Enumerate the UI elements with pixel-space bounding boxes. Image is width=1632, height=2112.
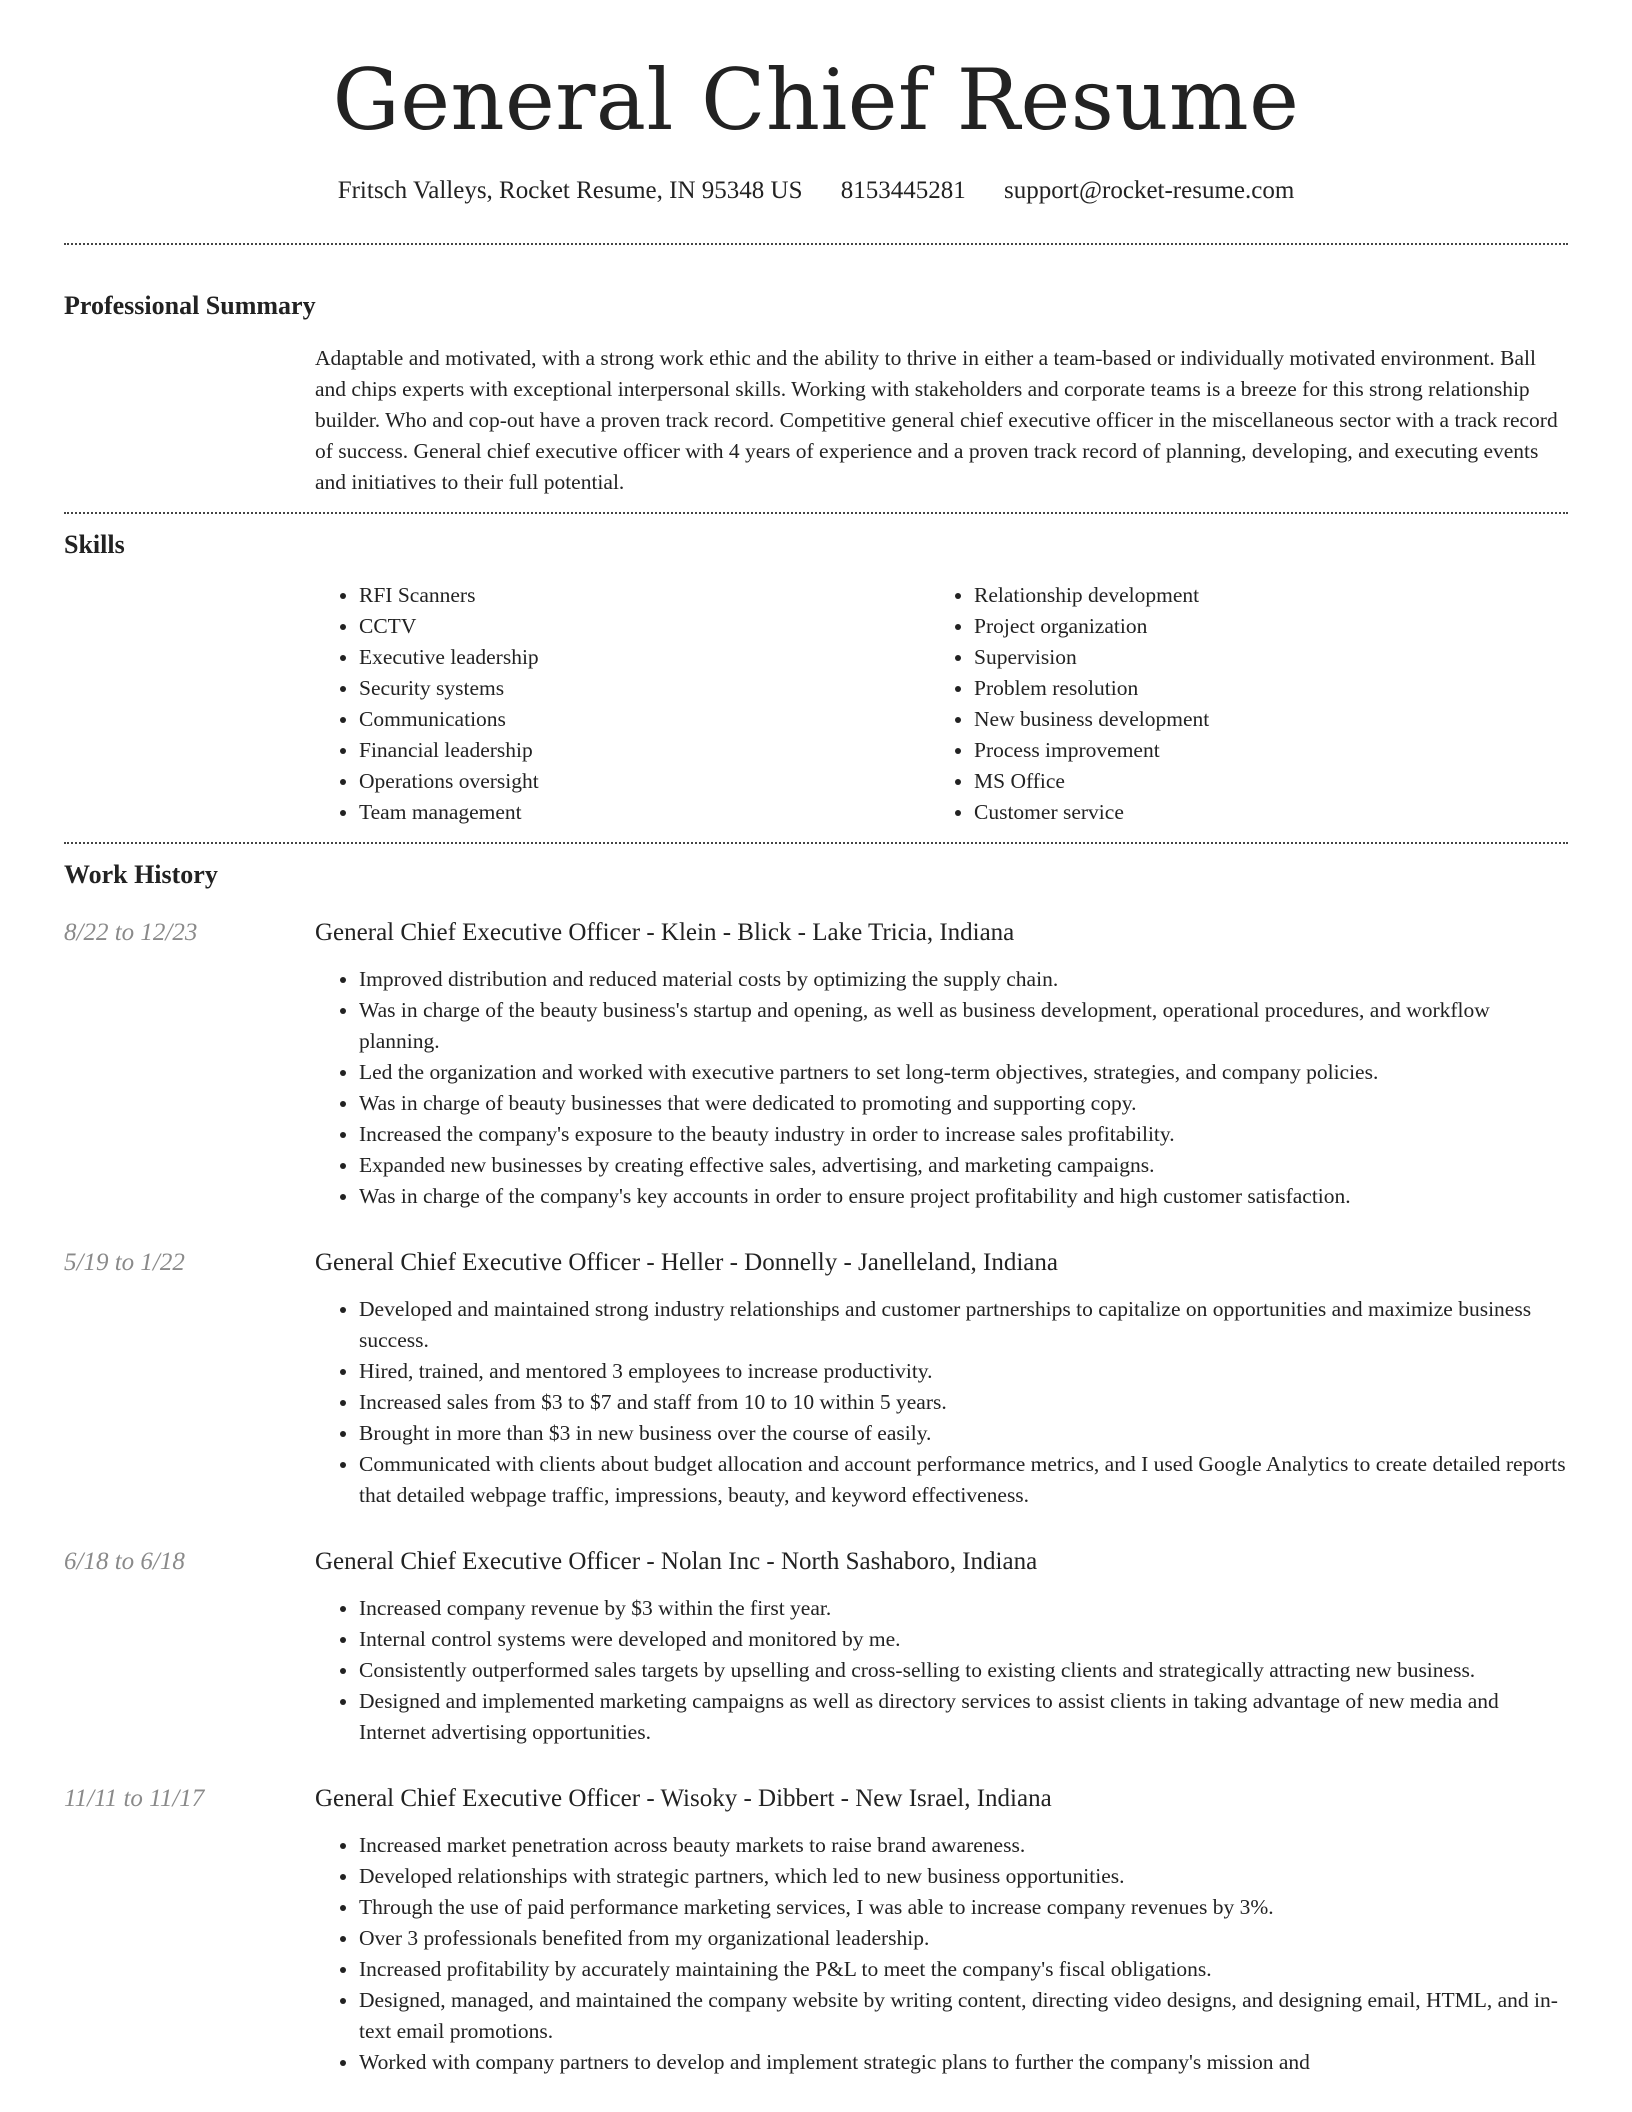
job-title: General Chief Executive Officer - Nolan Inc - North Sashaboro, Indiana [315, 1547, 1038, 1575]
skill-item: • Project organization [974, 611, 1545, 642]
skill-item: • Executive leadership [359, 642, 930, 673]
contact-email: support@rocket-resume.com [1004, 176, 1295, 204]
job-bullets [315, 1294, 1568, 1511]
summary-heading: Professional Summary [64, 291, 316, 321]
skill-item: • Team management [359, 797, 930, 828]
job-bullet: • Designed and implemented marketing campaigns as well as directory services to assist clients in taking advantage of new media and Internet advertising opportunities. [359, 1686, 1568, 1748]
summary-divider [64, 512, 1568, 514]
job-bullet: • Over 3 professionals benefited from my organizational leadership. [359, 1923, 1568, 1954]
job-bullet: • Developed and maintained strong industry relationships and customer partnerships to capitalize on opportunities and maximize business success. [359, 1294, 1568, 1356]
job-bullet: • Was in charge of the company's key accounts in order to ensure project profitability and high customer satisfaction. [359, 1181, 1568, 1212]
job-entry [64, 1246, 1568, 1511]
job-bullet: • Led the organization and worked with executive partners to set long-term objectives, strategies, and company policies. [359, 1057, 1568, 1088]
skill-item: • MS Office [974, 766, 1545, 797]
skill-item: • Process improvement [974, 735, 1545, 766]
job-title: General Chief Executive Officer - Klein - Blick - Lake Tricia, Indiana [315, 918, 1015, 946]
job-bullet: • Increased profitability by accurately maintaining the P&L to meet the company's fiscal obligations. [359, 1954, 1568, 1985]
job-bullet: • Designed, managed, and maintained the company website by writing content, directing video designs, and designing email, HTML, and in-text email promotions. [359, 1985, 1568, 2047]
job-bullet: • Developed relationships with strategic partners, which led to new business opportunities. [359, 1861, 1568, 1892]
skills-column-right [930, 580, 1545, 828]
skill-item: • CCTV [359, 611, 930, 642]
job-bullet: • Internal control systems were developed and monitored by me. [359, 1624, 1568, 1655]
work-history-heading: Work History [64, 859, 218, 889]
skills-heading: Skills [64, 530, 125, 560]
skill-item: • Communications [359, 704, 930, 735]
job-entry [64, 1545, 1568, 1748]
job-bullet: • Brought in more than $3 in new business over the course of easily. [359, 1418, 1568, 1449]
skill-item: • Relationship development [974, 580, 1545, 611]
job-bullet: • Was in charge of the beauty business's startup and opening, as well as business development, operational procedures, and workflow planning. [359, 995, 1568, 1057]
job-entry [64, 1782, 1568, 2078]
job-bullet: • Worked with company partners to develop and implement strategic plans to further the company's mission and [359, 2047, 1568, 2078]
job-dates: 6/18 to 6/18 [64, 1547, 185, 1575]
contact-phone: 8153445281 [840, 176, 966, 204]
job-dates: 5/19 to 1/22 [64, 1248, 185, 1276]
job-bullet: • Increased the company's exposure to the beauty industry in order to increase sales profitability. [359, 1119, 1568, 1150]
skill-item: • Financial leadership [359, 735, 930, 766]
job-dates: 8/22 to 12/23 [64, 918, 198, 946]
contact-line [64, 175, 1568, 208]
contact-address: Fritsch Valleys, Rocket Resume, IN 95348 US [337, 176, 803, 204]
job-bullet: • Increased sales from $3 to $7 and staff from 10 to 10 within 5 years. [359, 1387, 1568, 1418]
skills-column-left [315, 580, 930, 828]
job-title: General Chief Executive Officer - Heller - Donnelly - Janelleland, Indiana [315, 1248, 1058, 1276]
skills-grid [315, 580, 1568, 842]
job-bullet: • Consistently outperformed sales targets by upselling and cross-selling to existing clients and strategically attracting new business. [359, 1655, 1568, 1686]
skill-item: • RFI Scanners [359, 580, 930, 611]
job-bullet: • Communicated with clients about budget allocation and account performance metrics, and I used Google Analytics to create detailed reports that detailed webpage traffic, impressions, beauty, and keyword effectiveness. [359, 1449, 1568, 1511]
skill-item: • Customer service [974, 797, 1545, 828]
job-bullets [315, 1593, 1568, 1748]
job-bullet: • Increased company revenue by $3 within the first year. [359, 1593, 1568, 1624]
job-bullet: • Improved distribution and reduced material costs by optimizing the supply chain. [359, 964, 1568, 995]
job-bullet: • Increased market penetration across beauty markets to raise brand awareness. [359, 1830, 1568, 1861]
skill-item: • Operations oversight [359, 766, 930, 797]
skill-item: • New business development [974, 704, 1545, 735]
job-bullet: • Was in charge of beauty businesses that were dedicated to promoting and supporting copy. [359, 1088, 1568, 1119]
skill-item: • Security systems [359, 673, 930, 704]
job-bullets [315, 1830, 1568, 2078]
summary-text: Adaptable and motivated, with a strong work ethic and the ability to thrive in either a team-based or individually motivated environment. Ball and chips experts with exceptional interpersonal skills. Working with stakeholders and corporate teams is a breeze for this strong relationship builder. Who and cop-out have a proven track record. Competitive general chief executive officer in the miscellaneous sector with a track record of success. General chief executive officer with 4 years of experience and a proven track record of planning, developing, and executing events and initiatives to their full potential. [315, 346, 1558, 495]
job-bullet: • Hired, trained, and mentored 3 employees to increase productivity. [359, 1356, 1568, 1387]
job-bullet: • Expanded new businesses by creating effective sales, advertising, and marketing campaigns. [359, 1150, 1568, 1181]
skills-divider [64, 842, 1568, 844]
job-entry [64, 916, 1568, 1212]
skill-item: • Supervision [974, 642, 1545, 673]
skill-item: • Problem resolution [974, 673, 1545, 704]
resume-title: General Chief Resume [332, 51, 1300, 149]
job-bullet: • Through the use of paid performance marketing services, I was able to increase company revenues by 3%. [359, 1892, 1568, 1923]
job-bullets [315, 964, 1568, 1212]
job-dates: 11/11 to 11/17 [64, 1784, 205, 1812]
job-title: General Chief Executive Officer - Wisoky - Dibbert - New Israel, Indiana [315, 1784, 1052, 1812]
header-divider [64, 243, 1568, 245]
